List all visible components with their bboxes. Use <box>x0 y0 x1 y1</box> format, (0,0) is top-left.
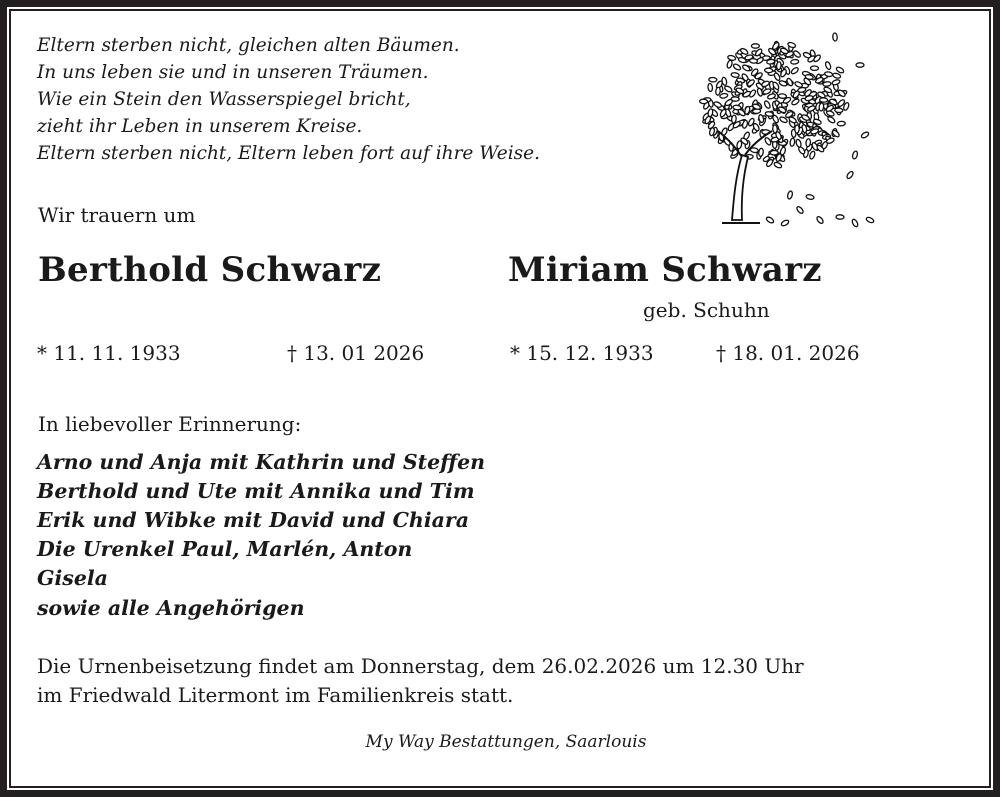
leaf-icon <box>766 59 775 65</box>
leaf-icon <box>835 66 844 74</box>
poem-line: Eltern sterben nicht, gleichen alten Bäumen. <box>37 35 460 56</box>
intro-text: Wir trauern um <box>38 203 196 227</box>
death-date-2: † 18. 01. 2026 <box>716 341 860 365</box>
leaf-icon <box>816 216 825 225</box>
windblown-tree-icon <box>690 25 880 230</box>
leaf-icon <box>837 121 845 126</box>
leaf-icon <box>715 87 720 95</box>
funeral-info-line: im Friedwald Litermont im Familienkreis statt. <box>37 683 514 707</box>
funeral-info-line: Die Urnenbeisetzung findet am Donnerstag, dem 26.02.2026 um 12.30 Uhr <box>37 654 804 678</box>
leaf-icon <box>763 100 771 109</box>
leaf-icon <box>833 33 838 41</box>
leaf-icon <box>773 72 781 81</box>
leaf-icon <box>795 125 800 133</box>
poem-line: zieht ihr Leben in unserem Kreise. <box>37 116 363 137</box>
leaf-icon <box>790 138 796 147</box>
poem-line: Wie ein Stein den Wasserspiegel bricht, <box>37 89 411 110</box>
leaf-icon <box>856 63 864 68</box>
leaf-icon <box>772 125 777 133</box>
leaf-icon <box>865 216 874 223</box>
mourner-line: Erik und Wibke mit David und Chiara <box>37 508 469 532</box>
leaf-icon <box>764 68 772 73</box>
leaf-icon <box>790 66 799 74</box>
leaf-icon <box>780 147 787 156</box>
leaf-icon <box>731 72 740 78</box>
leaf-icon <box>724 98 733 106</box>
poem-line: Eltern sterben nicht, Eltern leben fort auf ihre Weise. <box>37 143 540 164</box>
leaf-icon <box>791 98 800 106</box>
deceased-name-1: Berthold Schwarz <box>38 250 382 290</box>
memory-heading: In liebevoller Erinnerung: <box>38 412 302 436</box>
leaf-icon <box>787 191 793 200</box>
leaf-icon <box>719 93 728 99</box>
poem-line: In uns leben sie und in unseren Träumen. <box>37 62 429 83</box>
leaf-icon <box>713 101 722 108</box>
leaf-icon <box>751 44 759 48</box>
mourner-line: Arno und Anja mit Kathrin und Steffen <box>37 450 486 474</box>
leaf-icon <box>770 150 778 155</box>
mourner-line: sowie alle Angehörigen <box>37 596 305 620</box>
leaf-icon <box>835 108 843 113</box>
leaf-icon <box>773 161 782 169</box>
leaf-icon <box>827 116 836 124</box>
leaf-icon <box>772 114 780 123</box>
leaf-icon <box>832 72 841 78</box>
leaf-icon <box>852 151 859 160</box>
leaf-icon <box>846 170 854 179</box>
leaf-icon <box>776 61 781 69</box>
leaf-icon <box>860 131 869 139</box>
leaf-icon <box>793 50 802 59</box>
leaf-icon <box>724 85 733 93</box>
leaf-icon <box>819 98 827 103</box>
birth-date-1: * 11. 11. 1933 <box>37 341 181 365</box>
leaf-icon <box>709 77 717 82</box>
leaf-icon <box>780 219 789 227</box>
leaf-icon <box>765 111 774 117</box>
death-date-1: † 13. 01 2026 <box>287 341 425 365</box>
mourner-line: Berthold und Ute mit Annika und Tim <box>37 479 475 503</box>
undertaker: My Way Bestattungen, Saarlouis <box>365 732 647 752</box>
leaf-icon <box>795 139 802 148</box>
leaf-icon <box>778 94 786 99</box>
leaf-icon <box>708 83 713 91</box>
leaf-icon <box>806 194 815 200</box>
leaf-icon <box>836 215 844 220</box>
leaf-icon <box>806 138 811 146</box>
leaf-icon <box>809 151 816 160</box>
leaf-icon <box>810 66 818 71</box>
leaf-icon <box>732 63 741 71</box>
leaf-icon <box>825 61 832 70</box>
leaf-icon <box>765 216 774 224</box>
maiden-name: geb. Schuhn <box>643 298 770 322</box>
mourner-line: Gisela <box>37 566 108 590</box>
birth-date-2: * 15. 12. 1933 <box>510 341 654 365</box>
deceased-name-2: Miriam Schwarz <box>508 250 822 290</box>
leaf-icon <box>796 206 805 215</box>
leaf-icon <box>819 103 824 111</box>
leaf-icon <box>831 79 840 86</box>
leaf-icon <box>851 218 859 227</box>
leaf-icon <box>823 81 831 86</box>
leaf-icon <box>726 60 733 69</box>
leaf-icon <box>790 59 798 64</box>
leaf-icon <box>758 148 763 157</box>
leaf-icon <box>742 64 751 72</box>
mourner-line: Die Urenkel Paul, Marlén, Anton <box>37 537 413 561</box>
leaf-icon <box>700 99 708 104</box>
leaf-icon <box>797 87 806 93</box>
